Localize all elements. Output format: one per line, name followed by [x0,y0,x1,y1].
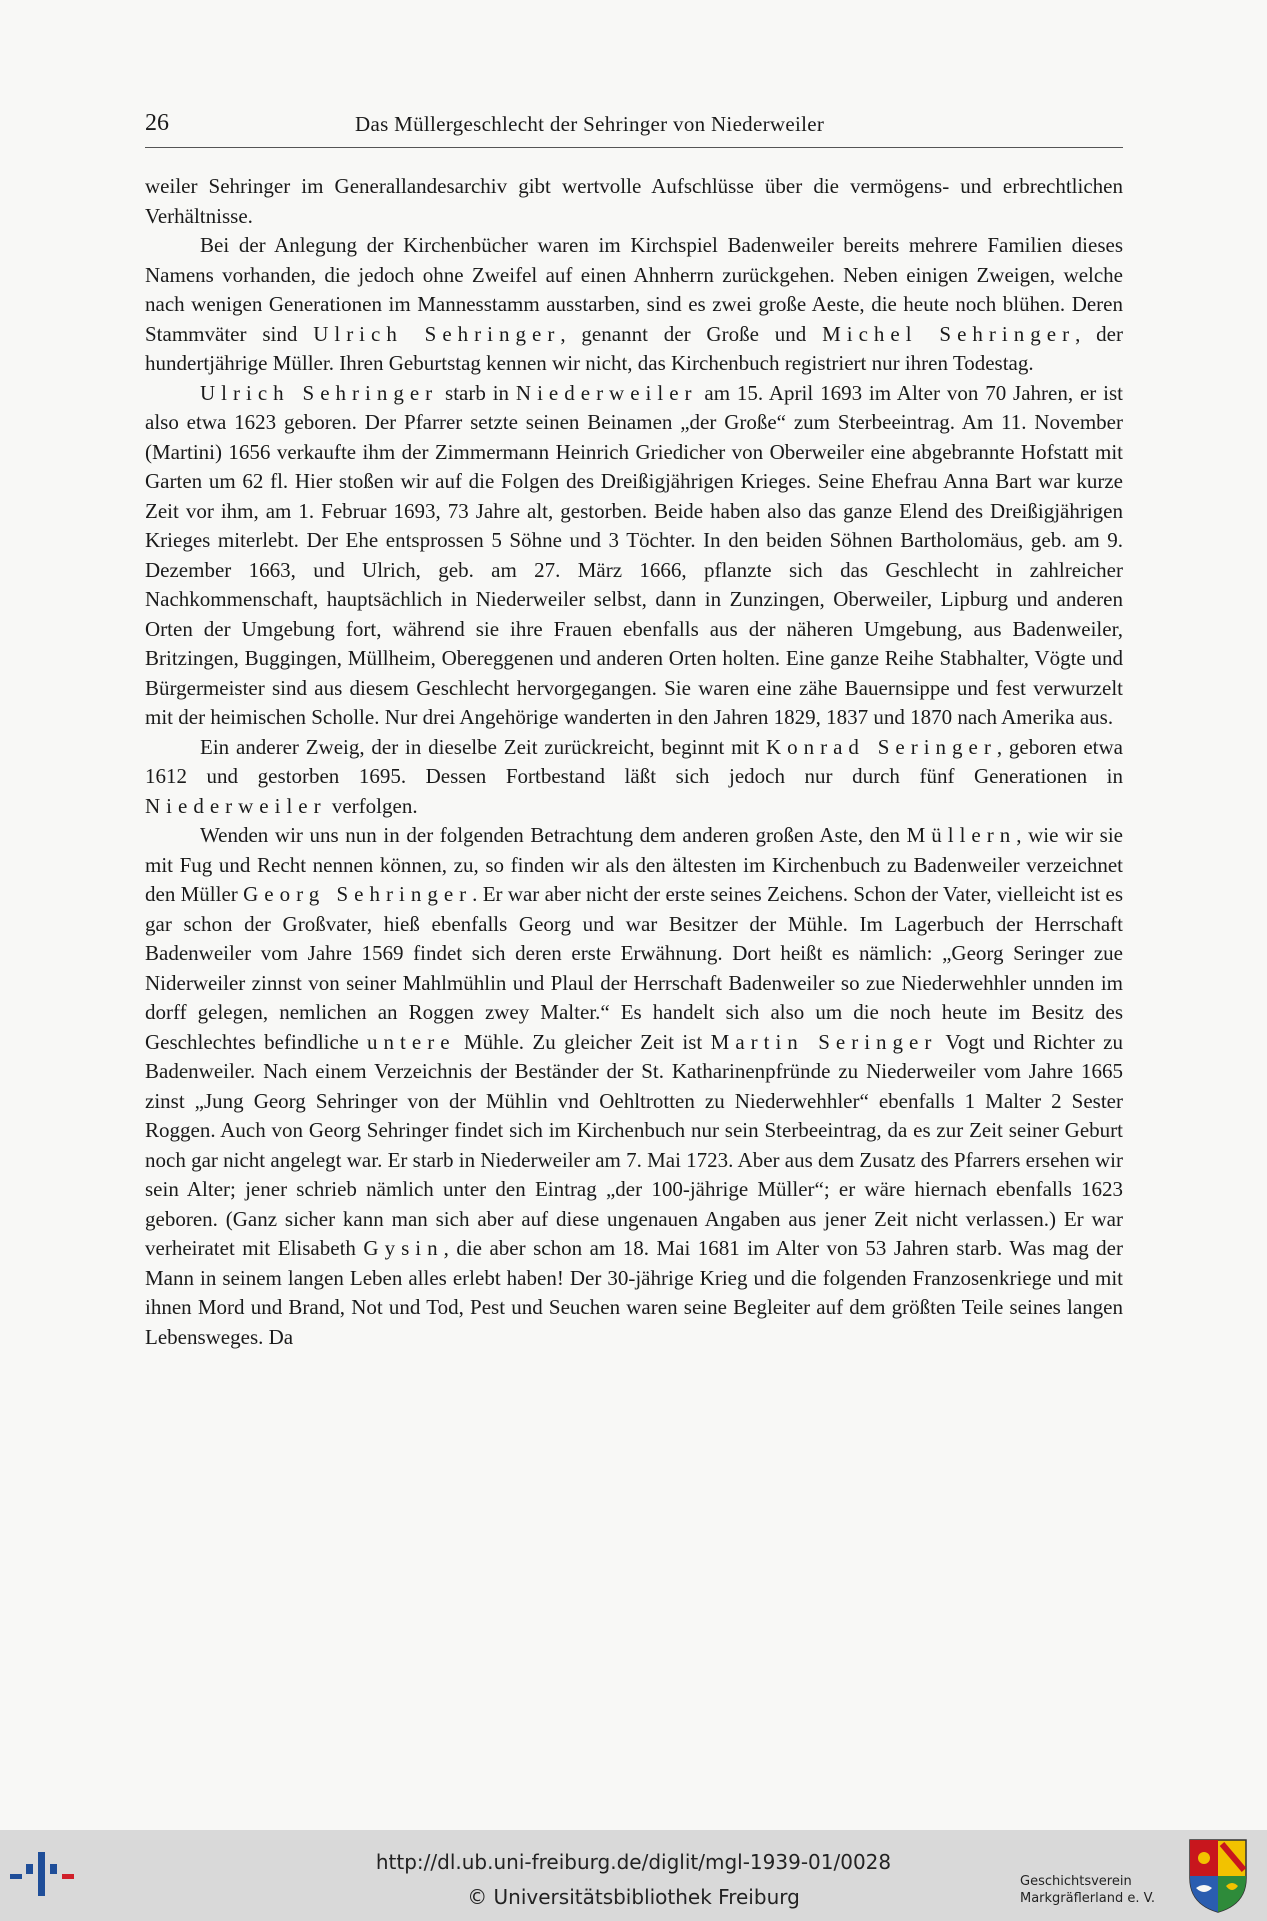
footer-bar [0,1830,1267,1921]
spaced-name: Konrad Seringer [765,734,997,759]
spaced-name: untere [367,1029,456,1054]
text-run: weiler Sehringer im Generallandesarchiv gibt wertvolle Aufschlüsse über die vermögens- und erbrechtlichen Verhältnisse. [145,174,1123,228]
paragraph [145,733,1123,822]
text-run: starb in [438,380,516,405]
paragraph [145,821,1123,1352]
text-run: am 15. April 1693 im Alter von 70 Jahren, er ist also etwa 1623 geboren. Der Pfarrer setzte seinen Beinamen „der Große“ zum Sterbeeintrag. Am 11. November (Martini) 1656 verkaufte ihm der Zimmermann Heinrich Griedicher von Oberweiler eine abgebrannte Hofstatt mit Garten um 62 fl. Hier stoßen wir auf die Folgen des Dreißigjährigen Krieges. Seine Ehefrau Anna Bart war kurze Zeit vor ihm, am 1. Februar 1693, 73 Jahre alt, gestorben. Beide haben also das ganze Elend des Dreißigjährigen Krieges miterlebt. Der Ehe entsprossen 5 Söhne und 3 Töchter. In den beiden Söhnen Bartholomäus, geb. am 9. Dezember 1663, und Ulrich, geb. am 27. März 1666, pflanzte sich das Geschlecht in zahlreicher Nachkommenschaft, hauptsächlich in Niederweiler selbst, dann in Zunzingen, Oberweiler, Lipburg und anderen Orten der Umgebung fort, während sie ihre Frauen ebenfalls aus der näheren Umgebung, aus Badenweiler, Britzingen, Buggingen, Müllheim, Obereggenen und anderen Orten holten. Eine ganze Reihe Stabhalter, Vögte und Bürgermeister sind aus diesem Geschlecht hervorgegangen. Sie waren eine zähe Bauernsippe und fest verwurzelt mit der heimischen Scholle. Nur drei Angehörige wanderten in den Jahren 1829, 1837 und 1870 nach Amerika aus. [145,380,1123,729]
spaced-name: Niederweiler [145,793,327,818]
text-run: verfolgen. [326,793,418,818]
text-run: Mühle. Zu gleicher Zeit ist [455,1029,711,1054]
page-number: 26 [145,110,169,136]
text-run: , genannt der Große und [560,321,823,346]
text-run: Vogt und Richter zu Badenweiler. Nach einem Verzeichnis der Beständer der St. Katharinenpfründe zu Niederweiler vom Jahre 1665 zinst „Jung Georg Sehringer von der Mühlin vnd Oehltrotten zu Niederwehhler“ ebenfalls 1 Malter 2 Sester Roggen. Auch von Georg Sehringer findet sich im Kirchenbuch nur sein Sterbeeintrag, da es zur Zeit seiner Geburt noch gar nicht angelegt war. Er starb in Niederweiler am 7. Mai 1723. Aber aus dem Zusatz des Pfarrers ersehen wir sein Alter; jener schrieb nämlich unter den Eintrag „der 100-jährige Müller“; er wäre hiernach ebenfalls 1623 geboren. (Ganz sicher kann man sich aber auf diese ungenauen Angaben aus jener Zeit nicht verlassen.) Er war verheiratet mit Elisabeth [145,1029,1123,1260]
spaced-name: Gysin [363,1236,444,1260]
paragraph [145,379,1123,733]
spaced-name: Michel Sehringer [822,321,1076,346]
spaced-name: Georg Sehringer [243,882,473,906]
spaced-name: Müllern [906,823,1017,847]
society-line-2: Markgräflerland e. V. [1020,1891,1155,1906]
body-text [145,172,1123,1352]
paragraph [145,231,1123,379]
text-run: Ein anderer Zweig, der in dieselbe Zeit zurückreicht, beginnt mit [200,734,766,759]
text-run: , geboren etwa 1612 und gestorben 1695. Dessen Fortbestand läßt sich jedoch nur durch fünf Generationen in [145,734,1123,788]
spaced-name: Niederweiler [515,380,698,405]
running-head [145,110,1123,150]
text-run: , die aber schon am 18. Mai 1681 im Alter von 53 Jahren starb. Was mag der Mann in seinem langen Leben alles erlebt haben! Der 30-jährige Krieg und die folgenden Franzosenkriege und mit ihnen Mord und Brand, Not und Tod, Pest und Seuchen waren seine Begleiter auf dem größten Teile seines langen Lebensweges. Da [145,1236,1124,1349]
spaced-name: Ulrich Sehringer [200,380,439,405]
paragraph [145,172,1123,231]
coat-of-arms-icon [1188,1838,1248,1914]
spaced-name: Ulrich Sehringer [313,321,561,346]
text-run: Bei der Anlegung der Kirchenbücher waren im Kirchspiel Badenweiler bereits mehrere Familien dieses Namens vorhanden, die jedoch ohne Zweifel auf einen Ahnherrn zurückgehen. Neben einigen Zweigen, welche nach wenigen Generationen im Mannesstamm ausstarben, sind es zwei große Aeste, die heute noch blühen. Deren Stammväter sind [145,233,1123,346]
spaced-name: Martin Seringer [710,1029,938,1054]
permalink-link[interactable]: http://dl.ub.uni-freiburg.de/diglit/mgl-1939-01/0028 [375,1850,892,1874]
text-run: , der hundertjährige Müller. Ihren Geburtstag kennen wir nicht, das Kirchenbuch registriert nur ihren Todestag. [145,321,1123,375]
copyright-notice: © Universitätsbibliothek Freiburg [467,1885,800,1909]
text-run: . Er war aber nicht der erste seines Zeichens. Schon der Vater, vielleicht ist es gar schon der Großvater, hieß ebenfalls Georg und war Besitzer der Mühle. Im Lagerbuch der Herrschaft Badenweiler vom Jahre 1569 findet sich deren erste Erwähnung. Dort heißt es nämlich: „Georg Seringer zue Niderweiler zinnst von seiner Mahlmühlin und Plaul der Herrschaft Badenweiler so zue Niederwehhler unnden im dorff gelegen, nemlichen an Roggen zwey Malter.“ Es handelt sich also um die noch heute im Besitz des Geschlechtes befindliche [145,882,1123,1054]
society-line-1: Geschichtsverein [1020,1874,1132,1889]
running-title: Das Müllergeschlecht der Sehringer von Niederweiler [355,112,825,136]
text-run: Wenden wir uns nun in der folgenden Betrachtung dem anderen großen Aste, den [200,823,907,847]
society-name [1020,1873,1155,1907]
text-run: , wie wir sie mit Fug und Recht nennen können, zu, so finden wir als den ältesten im Kirchenbuch zu Badenweiler verzeichnet den Müller [145,823,1123,906]
header-rule [145,147,1123,148]
